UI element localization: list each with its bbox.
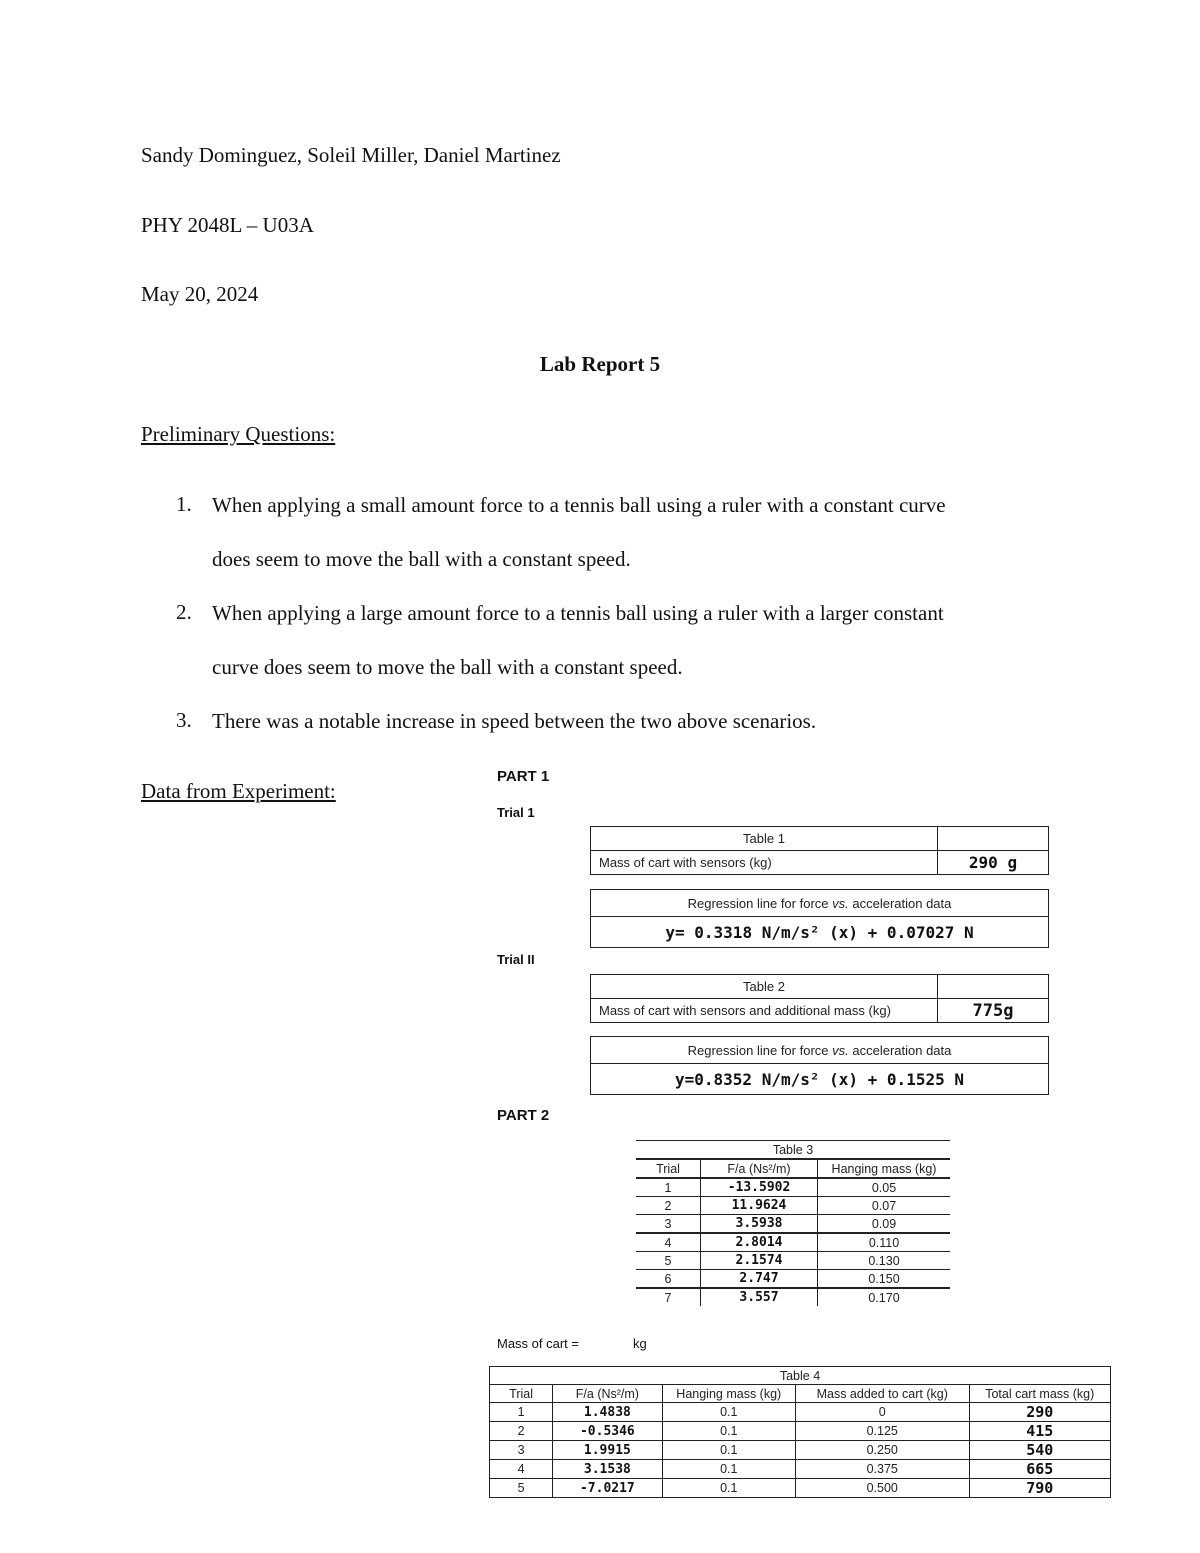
table-4-cell: 1.4838 [553, 1403, 662, 1422]
table-3-cell: 0.05 [818, 1178, 951, 1197]
table-4-header-mass-added: Mass added to cart (kg) [795, 1385, 969, 1403]
table-4-cell: 0.250 [795, 1441, 969, 1460]
table-3-cell: 0.09 [818, 1215, 951, 1234]
regression-2-value: y=0.8352 N/m/s² (x) + 0.1525 N [591, 1064, 1049, 1095]
table-1-mass-value: 290 g [938, 851, 1049, 875]
table-row [490, 1422, 1111, 1441]
regression-2-caption-post: acceleration data [848, 1042, 952, 1058]
table-3-header-hanging-mass: Hanging mass (kg) [818, 1159, 951, 1178]
table-4-cell: 0.375 [795, 1460, 969, 1479]
table-4-cell: 665 [969, 1460, 1110, 1479]
data-heading: Data from Experiment: [141, 779, 336, 803]
regression-2-caption-vs: vs. [832, 1042, 849, 1058]
table-row [636, 1252, 950, 1270]
question-1-line-2: does seem to move the ball with a constant speed. [212, 547, 631, 571]
table-4 [489, 1366, 1111, 1498]
trial-1-label: Trial 1 [497, 805, 535, 820]
table-row [636, 1215, 950, 1234]
table-2-mass-value: 775g [938, 999, 1049, 1023]
question-1-number: 1. [176, 492, 192, 516]
table-4-cell: 0.1 [662, 1441, 795, 1460]
table-4-header-total-mass: Total cart mass (kg) [969, 1385, 1110, 1403]
regression-1-caption [591, 890, 1049, 917]
table-4-cell: 5 [490, 1479, 553, 1498]
table-3-header-fa: F/a (Ns²/m) [701, 1159, 818, 1178]
table-row [636, 1270, 950, 1289]
table-1 [590, 826, 1049, 875]
author-names: Sandy Dominguez, Soleil Miller, Daniel Martinez [141, 143, 561, 167]
table-4-cell: 540 [969, 1441, 1110, 1460]
report-title: Lab Report 5 [539, 352, 661, 376]
course-code: PHY 2048L – U03A [141, 213, 314, 237]
table-3-cell: 1 [636, 1178, 701, 1197]
table-4-cell: -0.5346 [553, 1422, 662, 1441]
question-2-line-1: When applying a large amount force to a tennis ball using a ruler with a larger constant [212, 601, 944, 625]
table-3-caption: Table 3 [636, 1141, 950, 1160]
mass-of-cart-unit: kg [633, 1336, 647, 1351]
table-3-cell: 3.5938 [701, 1215, 818, 1234]
regression-2-caption-pre: Regression line for force [687, 1042, 833, 1058]
table-3-cell: 5 [636, 1252, 701, 1270]
regression-1-caption-vs: vs. [832, 895, 849, 911]
regression-1-box [590, 889, 1049, 948]
table-3-cell: 2.747 [701, 1270, 818, 1289]
table-3-cell: 0.110 [818, 1233, 951, 1252]
regression-2-box [590, 1036, 1049, 1095]
table-3 [636, 1140, 950, 1306]
table-4-cell: 0.1 [662, 1403, 795, 1422]
table-4-cell: 1.9915 [553, 1441, 662, 1460]
part-2-label: PART 2 [497, 1107, 550, 1124]
table-3-cell: -13.5902 [701, 1178, 818, 1197]
table-4-header-trial: Trial [490, 1385, 553, 1403]
table-4-cell: 290 [969, 1403, 1110, 1422]
table-3-cell: 0.170 [868, 1290, 900, 1305]
table-4-cell: 0.500 [795, 1479, 969, 1498]
table-4-header-fa: F/a (Ns²/m) [553, 1385, 662, 1403]
table-row [636, 1233, 950, 1252]
table-4-cell: 3.1538 [553, 1460, 662, 1479]
regression-1-value: y= 0.3318 N/m/s² (x) + 0.07027 N [591, 917, 1049, 948]
table-3-cell: 3 [636, 1215, 701, 1234]
table-3-cell: 3.557 [701, 1288, 818, 1306]
table-3-cell: 6 [636, 1270, 701, 1289]
question-3-text [212, 694, 1062, 748]
table-4-cell: 0.1 [662, 1460, 795, 1479]
table-2-caption: Table 2 [591, 975, 938, 999]
question-3-number: 3. [176, 708, 192, 732]
trial-2-label: Trial II [497, 952, 535, 967]
table-row [636, 1288, 950, 1306]
regression-2-caption [591, 1037, 1049, 1064]
table-1-mass-label: Mass of cart with sensors (kg) [591, 851, 938, 875]
table-2 [590, 974, 1049, 1023]
regression-1-caption-pre: Regression line for force [687, 895, 833, 911]
table-4-cell: 1 [490, 1403, 553, 1422]
table-4-cell: 3 [490, 1441, 553, 1460]
table-row [490, 1403, 1111, 1422]
table-3-cell: 2 [636, 1197, 701, 1215]
table-1-caption-blank [938, 827, 1049, 851]
question-2-text [212, 586, 1062, 694]
table-4-cell: 0.1 [662, 1422, 795, 1441]
table-3-cell: 11.9624 [701, 1197, 818, 1215]
table-3-cell: 0.130 [818, 1252, 951, 1270]
question-2-line-2: curve does seem to move the ball with a constant speed. [212, 655, 683, 679]
question-3-line-1: There was a notable increase in speed between the two above scenarios. [212, 709, 817, 733]
table-4-cell: 0 [795, 1403, 969, 1422]
mass-of-cart-label: Mass of cart = [497, 1336, 579, 1351]
table-4-cell: 415 [969, 1422, 1110, 1441]
table-4-cell: 4 [490, 1460, 553, 1479]
table-row [636, 1178, 950, 1197]
question-1-line-1: When applying a small amount force to a tennis ball using a ruler with a constant curve [212, 493, 946, 517]
table-4-cell: 2 [490, 1422, 553, 1441]
table-4-cell: 0.125 [795, 1422, 969, 1441]
preliminary-heading: Preliminary Questions: [141, 422, 336, 446]
table-3-cell: 0.150 [818, 1270, 951, 1289]
question-2-number: 2. [176, 600, 192, 624]
table-2-caption-blank [938, 975, 1049, 999]
table-4-header-hanging-mass: Hanging mass (kg) [662, 1385, 795, 1403]
part-1-label: PART 1 [497, 768, 550, 785]
table-4-caption: Table 4 [490, 1367, 1111, 1385]
table-row [490, 1479, 1111, 1498]
table-row [636, 1197, 950, 1215]
table-3-cell: 4 [636, 1233, 701, 1252]
regression-1-caption-post: acceleration data [848, 895, 952, 911]
table-3-cell: 0.07 [818, 1197, 951, 1215]
report-date: May 20, 2024 [141, 282, 259, 306]
table-4-cell: 790 [969, 1479, 1110, 1498]
table-3-cell: 2.1574 [701, 1252, 818, 1270]
table-4-cell: 0.1 [662, 1479, 795, 1498]
table-3-cell: 2.8014 [701, 1233, 818, 1252]
table-row [490, 1460, 1111, 1479]
table-3-cell: 7 [636, 1288, 701, 1306]
table-3-header-trial: Trial [636, 1159, 701, 1178]
table-2-mass-label: Mass of cart with sensors and additional mass (kg) [591, 999, 938, 1023]
question-1-text [212, 478, 1062, 586]
table-4-cell: -7.0217 [553, 1479, 662, 1498]
table-row [490, 1441, 1111, 1460]
table-1-caption: Table 1 [591, 827, 938, 851]
